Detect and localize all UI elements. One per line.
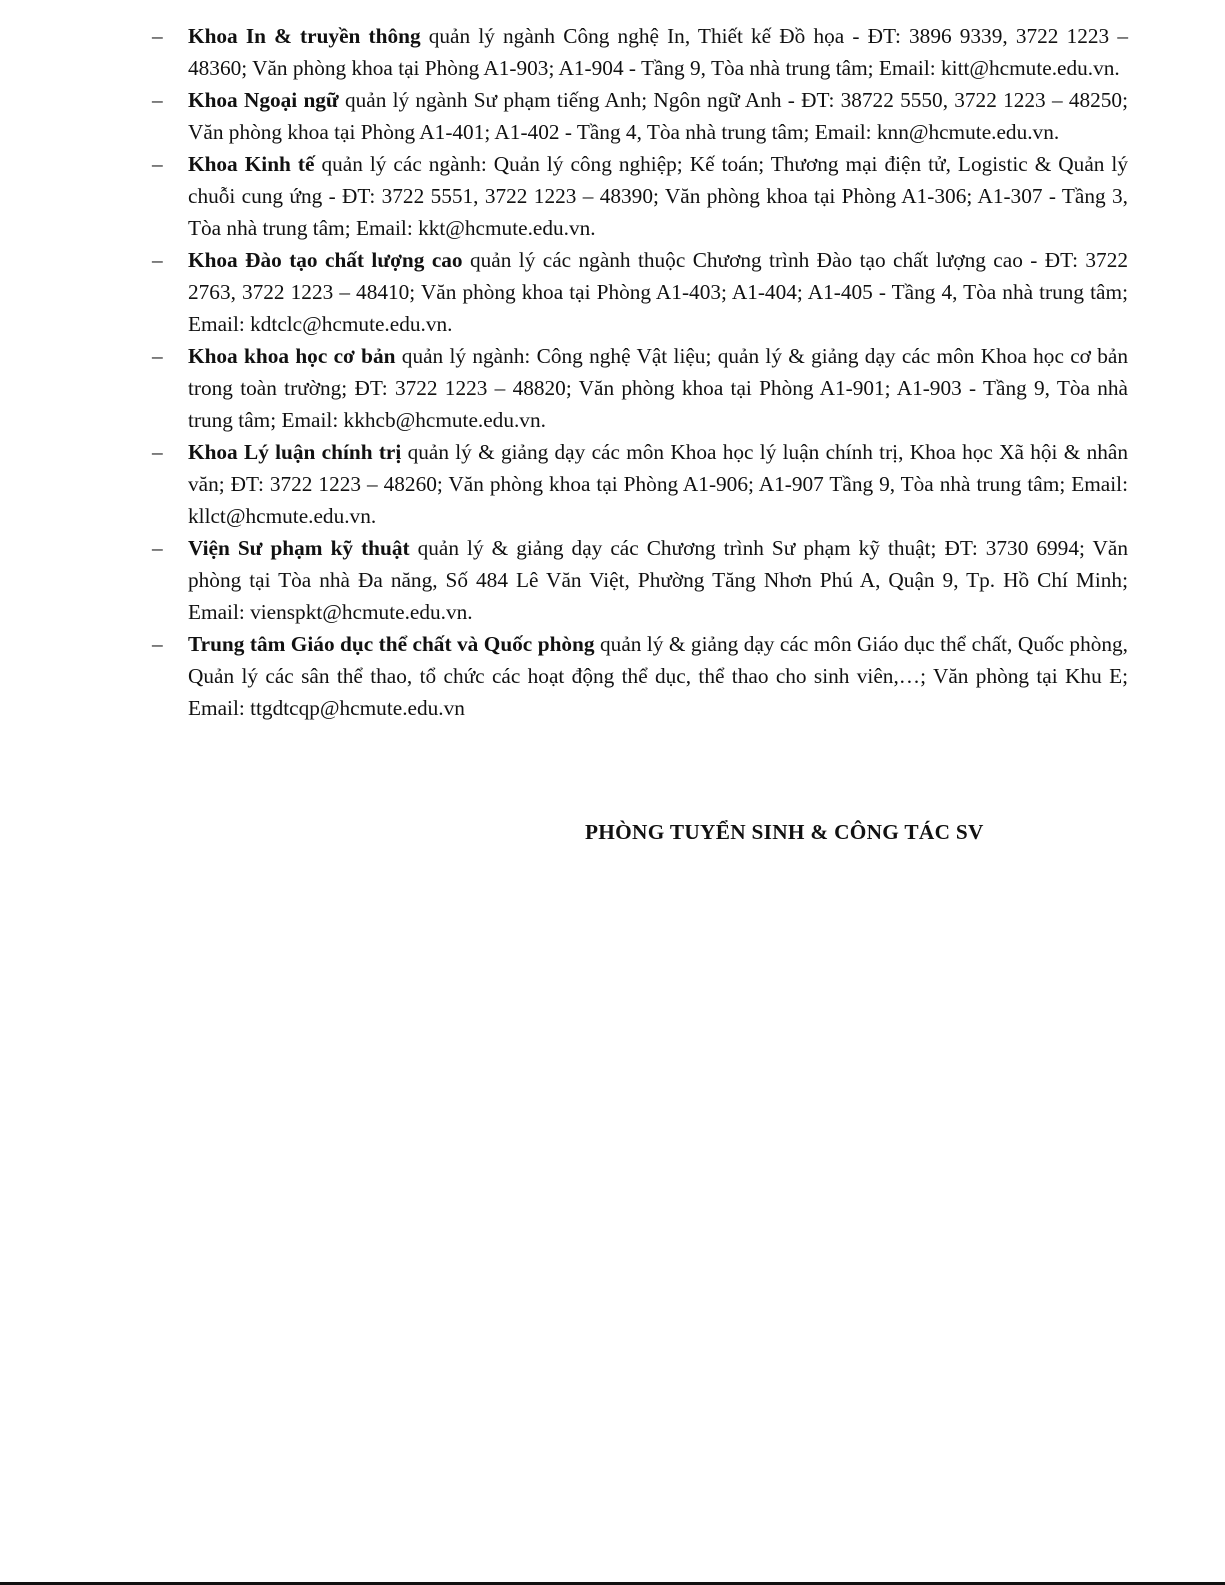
department-name: Trung tâm Giáo dục thể chất và Quốc phòng — [188, 632, 595, 656]
list-item — [150, 148, 1128, 244]
department-description: quản lý ngành Sư phạm tiếng Anh; Ngôn ngữ Anh - ĐT: 38722 5550, 3722 1223 – 48250; Văn phòng khoa tại Phòng A1-401; A1-402 - Tầng 4, Tòa nhà trung tâm; Email: knn@hcmute.edu.vn. — [188, 88, 1128, 144]
bullet-dash: – — [152, 536, 163, 560]
signature-office: PHÒNG TUYỂN SINH & CÔNG TÁC SV — [585, 820, 984, 844]
department-description: quản lý các ngành: Quản lý công nghiệp; Kế toán; Thương mại điện tử, Logistic & Quản lý chuỗi cung ứng - ĐT: 3722 5551, 3722 1223 – 48390; Văn phòng khoa tại Phòng A1-306; A1-307 - Tầng 3, Tòa nhà trung tâm; Email: kkt@hcmute.edu.vn. — [188, 152, 1128, 240]
department-name: Khoa khoa học cơ bản — [188, 344, 396, 368]
department-description: quản lý các ngành thuộc Chương trình Đào tạo chất lượng cao - ĐT: 3722 2763, 3722 1223 – 48410; Văn phòng khoa tại Phòng A1-403; A1-404; A1-405 - Tầng 4, Tòa nhà trung tâm; Email: kdtclc@hcmute.edu.vn. — [188, 248, 1128, 336]
department-name: Khoa Kinh tế — [188, 152, 315, 176]
department-name: Khoa Đào tạo chất lượng cao — [188, 248, 463, 272]
department-name: Khoa In & truyền thông — [188, 24, 421, 48]
list-item — [150, 244, 1128, 340]
department-description: quản lý ngành: Công nghệ Vật liệu; quản lý & giảng dạy các môn Khoa học cơ bản trong toàn trường; ĐT: 3722 1223 – 48820; Văn phòng khoa tại Phòng A1-901; A1-903 - Tầng 9, Tòa nhà trung tâm; Email: kkhcb@hcmute.edu.vn. — [188, 344, 1128, 432]
bullet-dash: – — [152, 152, 163, 176]
department-description: quản lý & giảng dạy các Chương trình Sư phạm kỹ thuật; ĐT: 3730 6994; Văn phòng tại Tòa nhà Đa năng, Số 484 Lê Văn Việt, Phường Tăng Nhơn Phú A, Quận 9, Tp. Hồ Chí Minh; Email: vienspkt@hcmute.edu.vn. — [188, 536, 1128, 624]
list-item — [150, 628, 1128, 724]
bullet-dash: – — [152, 344, 163, 368]
list-item — [150, 84, 1128, 148]
department-name: Khoa Ngoại ngữ — [188, 88, 339, 112]
bullet-dash: – — [152, 632, 163, 656]
department-description: quản lý & giảng dạy các môn Khoa học lý luận chính trị, Khoa học Xã hội & nhân văn; ĐT: 3722 1223 – 48260; Văn phòng khoa tại Phòng A1-906; A1-907 Tầng 9, Tòa nhà trung tâm; Email: kllct@hcmute.edu.vn. — [188, 440, 1128, 528]
bullet-dash: – — [152, 248, 163, 272]
list-item — [150, 532, 1128, 628]
department-list — [150, 20, 1128, 724]
bullet-dash: – — [152, 88, 163, 112]
department-description: quản lý ngành Công nghệ In, Thiết kế Đồ họa - ĐT: 3896 9339, 3722 1223 – 48360; Văn phòng khoa tại Phòng A1-903; A1-904 - Tầng 9, Tòa nhà trung tâm; Email: kitt@hcmute.edu.vn. — [188, 24, 1128, 80]
department-description: quản lý & giảng dạy các môn Giáo dục thể chất, Quốc phòng, Quản lý các sân thể thao, tổ chức các hoạt động thể dục, thể thao cho sinh viên,…; Văn phòng tại Khu E; Email: ttgdtcqp@hcmute.edu.vn — [188, 632, 1128, 720]
list-item — [150, 436, 1128, 532]
list-item — [150, 20, 1128, 84]
department-name: Viện Sư phạm kỹ thuật — [188, 536, 410, 560]
list-item — [150, 340, 1128, 436]
bullet-dash: – — [152, 24, 163, 48]
bullet-dash: – — [152, 440, 163, 464]
department-name: Khoa Lý luận chính trị — [188, 440, 402, 464]
